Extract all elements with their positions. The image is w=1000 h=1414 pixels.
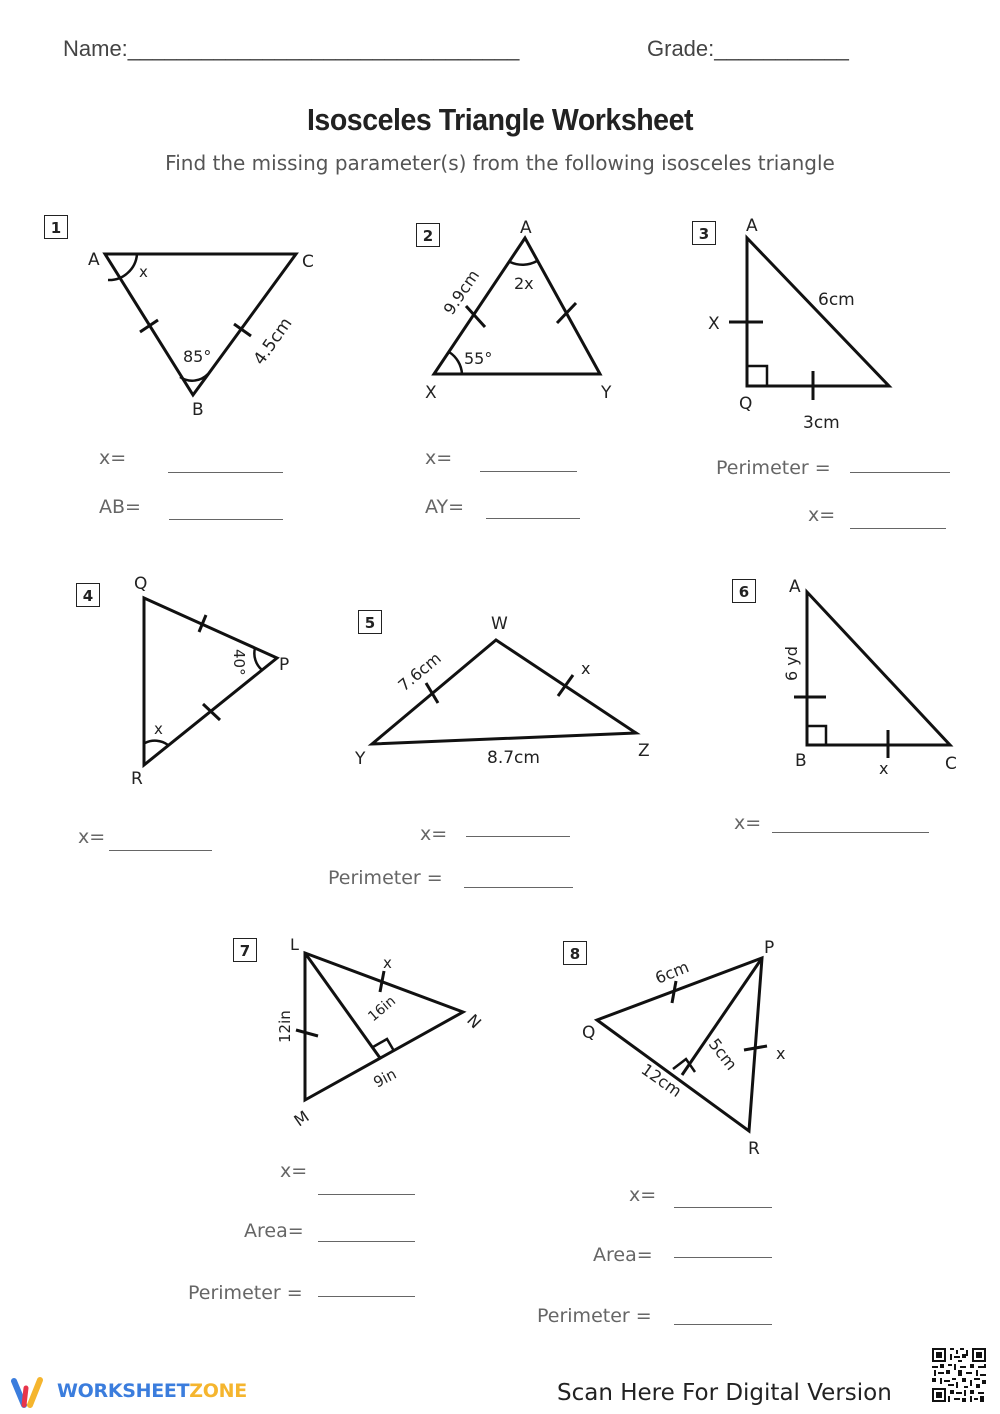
answer-label: x=: [629, 1184, 657, 1206]
vertex-label: N: [463, 1010, 486, 1033]
triangle-5-diagram: [372, 640, 636, 744]
vertex-label: P: [764, 938, 775, 958]
vertex-label: C: [302, 252, 314, 272]
scan-here-text: Scan Here For Digital Version: [557, 1380, 892, 1406]
answer-blank-2-x[interactable]: [480, 471, 577, 472]
triangle-2-diagram: [434, 238, 600, 374]
triangle-3-diagram: [729, 238, 889, 400]
altitude-label: 5cm: [704, 1034, 742, 1074]
angle-label: 85°: [183, 347, 212, 366]
side-label: x: [581, 659, 591, 678]
side-label: X: [708, 314, 720, 334]
vertex-label: C: [945, 754, 957, 774]
vertex-label: Y: [601, 383, 612, 403]
side-label: 6cm: [818, 290, 855, 310]
problem-number-1: 1: [44, 215, 68, 239]
angle-label: 55°: [464, 349, 493, 368]
answer-blank-6-x[interactable]: [772, 832, 929, 833]
vertex-label: Z: [638, 741, 650, 761]
vertex-label: A: [520, 218, 532, 238]
vertex-label: L: [290, 935, 299, 954]
answer-label: x=: [78, 826, 106, 848]
vertex-label: M: [290, 1106, 313, 1131]
answer-label: x=: [280, 1160, 308, 1182]
answer-label: Area=: [244, 1220, 304, 1242]
vertex-label: A: [746, 216, 758, 236]
brand-worksheet: WORKSHEET: [57, 1380, 190, 1402]
side-label: x: [383, 954, 392, 972]
answer-label: AY=: [425, 496, 465, 518]
vertex-label: W: [491, 614, 508, 634]
vertex-label: R: [748, 1139, 760, 1159]
answer-label: Perimeter =: [328, 867, 443, 889]
answer-label: x=: [425, 447, 453, 469]
vertex-label: Q: [134, 574, 148, 594]
angle-label: x: [139, 263, 148, 281]
grade-field[interactable]: Grade:___________: [647, 36, 849, 61]
altitude-label: 16in: [365, 993, 399, 1026]
answer-blank-1-x[interactable]: [168, 472, 283, 473]
answer-blank-2-ay[interactable]: [486, 518, 580, 519]
vertex-label: B: [795, 751, 807, 771]
answer-blank-8-area[interactable]: [674, 1257, 772, 1258]
answer-blank-3-perimeter[interactable]: [850, 472, 950, 473]
vertex-label: Q: [582, 1023, 596, 1043]
triangle-6-diagram: [794, 592, 950, 758]
answer-label: x=: [420, 823, 448, 845]
vertex-label: A: [789, 577, 801, 597]
vertex-label: B: [192, 400, 204, 420]
answer-label: Perimeter =: [188, 1282, 303, 1304]
side-label: 6cm: [652, 957, 692, 988]
problem-number-3: 3: [692, 221, 716, 245]
problem-number-4: 4: [76, 583, 100, 607]
answer-blank-7-x[interactable]: [318, 1194, 415, 1195]
page-subtitle: Find the missing parameter(s) from the following isosceles triangle: [165, 151, 835, 175]
side-label: 9.9cm: [439, 266, 484, 319]
vertex-label: X: [425, 383, 437, 403]
problem-number-8: 8: [563, 941, 587, 965]
answer-label: Perimeter =: [716, 457, 831, 479]
answer-blank-7-perimeter[interactable]: [318, 1296, 415, 1297]
answer-blank-8-x[interactable]: [674, 1207, 772, 1208]
answer-blank-7-area[interactable]: [318, 1241, 415, 1242]
worksheetzone-logo-icon: [10, 1376, 54, 1410]
qr-code-icon[interactable]: [930, 1346, 988, 1404]
segment-label: 9in: [370, 1064, 400, 1092]
angle-label: x: [154, 720, 163, 738]
answer-blank-5-perimeter[interactable]: [464, 887, 573, 888]
answer-label: x=: [99, 447, 127, 469]
triangle-4-diagram: [144, 598, 277, 765]
angle-label: 40°: [230, 649, 248, 676]
answer-label: Perimeter =: [537, 1305, 652, 1327]
answer-label: x=: [808, 504, 836, 526]
page-title: Isosceles Triangle Worksheet: [306, 102, 694, 137]
side-label: x: [776, 1044, 786, 1063]
answer-label: Area=: [593, 1244, 653, 1266]
vertex-label: P: [279, 655, 290, 675]
brand-zone: ZONE: [189, 1380, 247, 1402]
answer-blank-1-ab[interactable]: [169, 519, 283, 520]
problem-number-6: 6: [732, 579, 756, 603]
vertex-label: Y: [355, 749, 366, 769]
vertex-label: R: [131, 769, 143, 789]
side-label: 7.6cm: [394, 648, 445, 696]
problem-number-7: 7: [233, 938, 257, 962]
answer-blank-3-x[interactable]: [850, 528, 946, 529]
answer-blank-8-perimeter[interactable]: [674, 1324, 772, 1325]
side-label: 6 yd: [782, 646, 801, 681]
triangle-1-diagram: [105, 254, 296, 395]
answer-label: AB=: [99, 496, 141, 518]
problem-number-5: 5: [358, 610, 382, 634]
side-label: 12cm: [637, 1059, 686, 1101]
answer-blank-5-x[interactable]: [466, 836, 570, 837]
angle-label: 2x: [514, 274, 534, 293]
vertex-label: A: [88, 250, 100, 270]
triangle-7-diagram: [296, 953, 463, 1100]
side-label: 3cm: [803, 413, 840, 433]
side-label: 8.7cm: [487, 748, 540, 768]
vertex-label: Q: [739, 394, 753, 414]
side-label: x: [879, 759, 889, 778]
side-label: 12in: [276, 1010, 294, 1043]
triangle-8-diagram: [597, 958, 767, 1131]
name-field[interactable]: Name:________________________________: [63, 36, 520, 61]
problem-number-2: 2: [416, 223, 440, 247]
worksheetzone-brand: [57, 1380, 247, 1402]
answer-label: x=: [734, 812, 762, 834]
side-label: 4.5cm: [249, 314, 297, 369]
answer-blank-4-x[interactable]: [109, 850, 212, 851]
